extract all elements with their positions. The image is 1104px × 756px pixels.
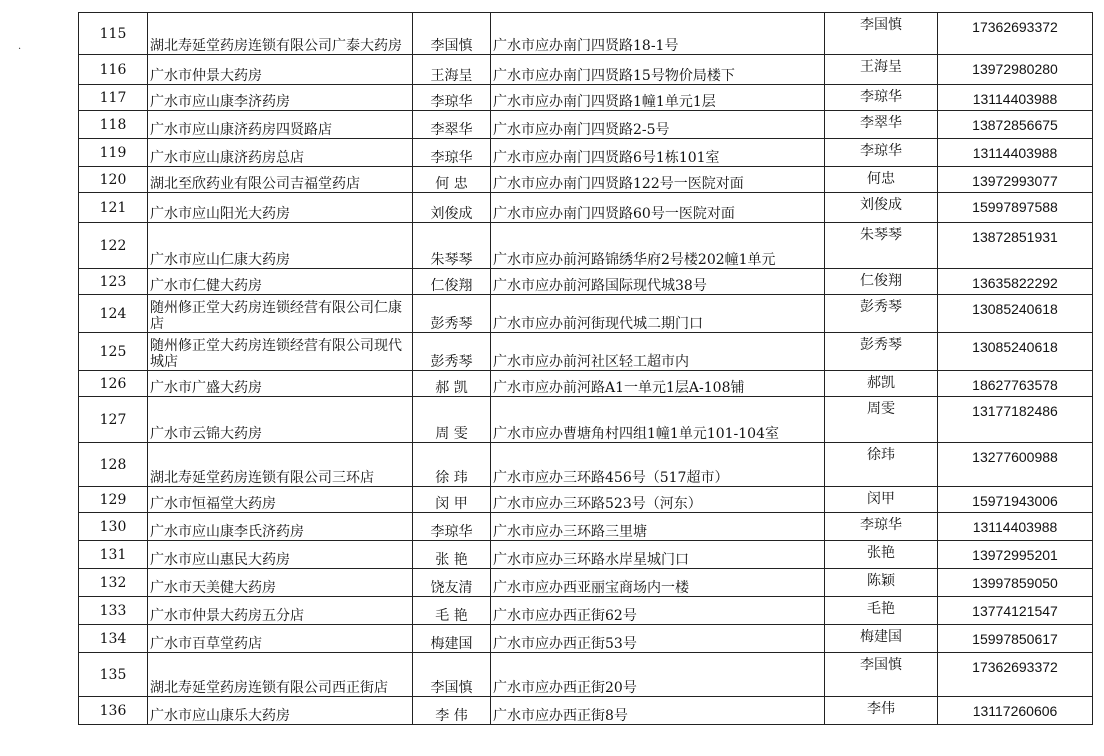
address-cell: 广水市应办三环路456号（517超市） [491,443,825,487]
contact-cell: 彭秀琴 [825,295,938,333]
contact-cell: 李琼华 [825,85,938,111]
address-cell: 广水市应办西正街8号 [491,697,825,725]
address-cell: 广水市应办南门四贤路1幢1单元1层 [491,85,825,111]
row-number: 119 [79,139,148,167]
store-name-cell: 广水市应山仁康大药房 [148,223,413,269]
store-name-cell: 湖北至欣药业有限公司吉福堂药店 [148,167,413,193]
table-row [79,653,1093,697]
store-name-cell: 广水市应山康济药房四贤路店 [148,111,413,139]
phone-cell: 13972980280 [938,55,1093,85]
table-row [79,371,1093,397]
store-name-cell: 随州修正堂大药房连锁经营有限公司仁康店 [148,295,413,333]
phone-cell: 13117260606 [938,697,1093,725]
row-number: 132 [79,569,148,597]
row-number: 131 [79,541,148,569]
person-cell: 李琼华 [413,513,491,541]
store-name-cell: 广水市仲景大药房 [148,55,413,85]
table-row [79,541,1093,569]
phone-cell: 15971943006 [938,487,1093,513]
person-cell: 李国慎 [413,13,491,55]
row-number: 129 [79,487,148,513]
store-name-cell: 广水市应山阳光大药房 [148,193,413,223]
contact-cell: 刘俊成 [825,193,938,223]
store-name-cell: 广水市恒福堂大药房 [148,487,413,513]
phone-cell: 13177182486 [938,397,1093,443]
store-name-cell: 广水市仲景大药房五分店 [148,597,413,625]
pharmacy-table [78,12,1093,725]
person-cell: 仁俊翔 [413,269,491,295]
margin-mark: · [18,44,22,55]
row-number: 120 [79,167,148,193]
table-row [79,397,1093,443]
contact-cell: 张艳 [825,541,938,569]
row-number: 127 [79,397,148,443]
address-cell: 广水市应办三环路水岸星城门口 [491,541,825,569]
table-row [79,111,1093,139]
contact-cell: 徐玮 [825,443,938,487]
person-cell: 徐 玮 [413,443,491,487]
person-cell: 闵 甲 [413,487,491,513]
contact-cell: 何忠 [825,167,938,193]
table-row [79,443,1093,487]
table-row [79,167,1093,193]
store-name-cell: 广水市天美健大药房 [148,569,413,597]
address-cell: 广水市应办南门四贤路122号一医院对面 [491,167,825,193]
phone-cell: 13774121547 [938,597,1093,625]
phone-cell: 13997859050 [938,569,1093,597]
store-name-cell: 随州修正堂大药房连锁经营有限公司现代城店 [148,333,413,371]
store-name-cell: 广水市应山康李氏济药房 [148,513,413,541]
address-cell: 广水市应办西正街53号 [491,625,825,653]
phone-cell: 13114403988 [938,139,1093,167]
person-cell: 郝 凯 [413,371,491,397]
person-cell: 何 忠 [413,167,491,193]
person-cell: 周 雯 [413,397,491,443]
row-number: 116 [79,55,148,85]
store-name-cell: 广水市应山康济药房总店 [148,139,413,167]
row-number: 115 [79,13,148,55]
address-cell: 广水市应办三环路523号（河东） [491,487,825,513]
phone-cell: 13635822292 [938,269,1093,295]
phone-cell: 13085240618 [938,295,1093,333]
table-row [79,55,1093,85]
table-row [79,13,1093,55]
phone-cell: 13114403988 [938,513,1093,541]
phone-cell: 15997897588 [938,193,1093,223]
contact-cell: 彭秀琴 [825,333,938,371]
address-cell: 广水市应办南门四贤路60号一医院对面 [491,193,825,223]
store-name-cell: 广水市应山康李济药房 [148,85,413,111]
table-row [79,333,1093,371]
table-row [79,85,1093,111]
table-row [79,269,1093,295]
address-cell: 广水市应办南门四贤路18-1号 [491,13,825,55]
row-number: 136 [79,697,148,725]
address-cell: 广水市应办南门四贤路2-5号 [491,111,825,139]
contact-cell: 李琼华 [825,513,938,541]
store-name-cell: 广水市应山惠民大药房 [148,541,413,569]
row-number: 126 [79,371,148,397]
contact-cell: 毛艳 [825,597,938,625]
phone-cell: 13085240618 [938,333,1093,371]
contact-cell: 陈颖 [825,569,938,597]
contact-cell: 郝凯 [825,371,938,397]
row-number: 122 [79,223,148,269]
row-number: 125 [79,333,148,371]
contact-cell: 李翠华 [825,111,938,139]
address-cell: 广水市应办前河路国际现代城38号 [491,269,825,295]
phone-cell: 13872851931 [938,223,1093,269]
store-name-cell: 广水市百草堂药店 [148,625,413,653]
table-row [79,139,1093,167]
contact-cell: 李伟 [825,697,938,725]
address-cell: 广水市应办西正街20号 [491,653,825,697]
store-name-cell: 广水市应山康乐大药房 [148,697,413,725]
row-number: 130 [79,513,148,541]
phone-cell: 13114403988 [938,85,1093,111]
person-cell: 李国慎 [413,653,491,697]
person-cell: 梅建国 [413,625,491,653]
contact-cell: 王海呈 [825,55,938,85]
person-cell: 张 艳 [413,541,491,569]
phone-cell: 17362693372 [938,13,1093,55]
contact-cell: 梅建国 [825,625,938,653]
row-number: 124 [79,295,148,333]
table-row [79,569,1093,597]
person-cell: 李翠华 [413,111,491,139]
contact-cell: 朱琴琴 [825,223,938,269]
table-row [79,513,1093,541]
address-cell: 广水市应办曹塘角村四组1幢1单元101-104室 [491,397,825,443]
phone-cell: 17362693372 [938,653,1093,697]
table-row [79,193,1093,223]
person-cell: 毛 艳 [413,597,491,625]
row-number: 117 [79,85,148,111]
person-cell: 李琼华 [413,85,491,111]
person-cell: 朱琴琴 [413,223,491,269]
row-number: 118 [79,111,148,139]
store-name-cell: 广水市仁健大药房 [148,269,413,295]
row-number: 123 [79,269,148,295]
contact-cell: 仁俊翔 [825,269,938,295]
store-name-cell: 湖北寿延堂药房连锁有限公司西正街店 [148,653,413,697]
store-name-cell: 广水市云锦大药房 [148,397,413,443]
table-row [79,295,1093,333]
contact-cell: 李国慎 [825,653,938,697]
person-cell: 彭秀琴 [413,333,491,371]
person-cell: 饶友清 [413,569,491,597]
contact-cell: 李琼华 [825,139,938,167]
address-cell: 广水市应办前河路锦绣华府2号楼202幢1单元 [491,223,825,269]
address-cell: 广水市应办前河社区轻工超市内 [491,333,825,371]
table-body [79,13,1093,725]
person-cell: 李 伟 [413,697,491,725]
phone-cell: 15997850617 [938,625,1093,653]
contact-cell: 李国慎 [825,13,938,55]
address-cell: 广水市应办南门四贤路6号1栋101室 [491,139,825,167]
row-number: 121 [79,193,148,223]
contact-cell: 闵甲 [825,487,938,513]
address-cell: 广水市应办南门四贤路15号物价局楼下 [491,55,825,85]
phone-cell: 13972993077 [938,167,1093,193]
table-row [79,697,1093,725]
person-cell: 李琼华 [413,139,491,167]
store-name-cell: 湖北寿延堂药房连锁有限公司三环店 [148,443,413,487]
contact-cell: 周雯 [825,397,938,443]
person-cell: 王海呈 [413,55,491,85]
phone-cell: 13872856675 [938,111,1093,139]
row-number: 133 [79,597,148,625]
address-cell: 广水市应办前河路A1一单元1层A-108铺 [491,371,825,397]
address-cell: 广水市应办西亚丽宝商场内一楼 [491,569,825,597]
table-row [79,487,1093,513]
store-name-cell: 广水市广盛大药房 [148,371,413,397]
table-row [79,625,1093,653]
address-cell: 广水市应办前河街现代城二期门口 [491,295,825,333]
phone-cell: 18627763578 [938,371,1093,397]
phone-cell: 13277600988 [938,443,1093,487]
table-row [79,597,1093,625]
address-cell: 广水市应办西正街62号 [491,597,825,625]
phone-cell: 13972995201 [938,541,1093,569]
person-cell: 刘俊成 [413,193,491,223]
person-cell: 彭秀琴 [413,295,491,333]
store-name-cell: 湖北寿延堂药房连锁有限公司广泰大药房 [148,13,413,55]
address-cell: 广水市应办三环路三里塘 [491,513,825,541]
row-number: 128 [79,443,148,487]
row-number: 134 [79,625,148,653]
table-row [79,223,1093,269]
row-number: 135 [79,653,148,697]
